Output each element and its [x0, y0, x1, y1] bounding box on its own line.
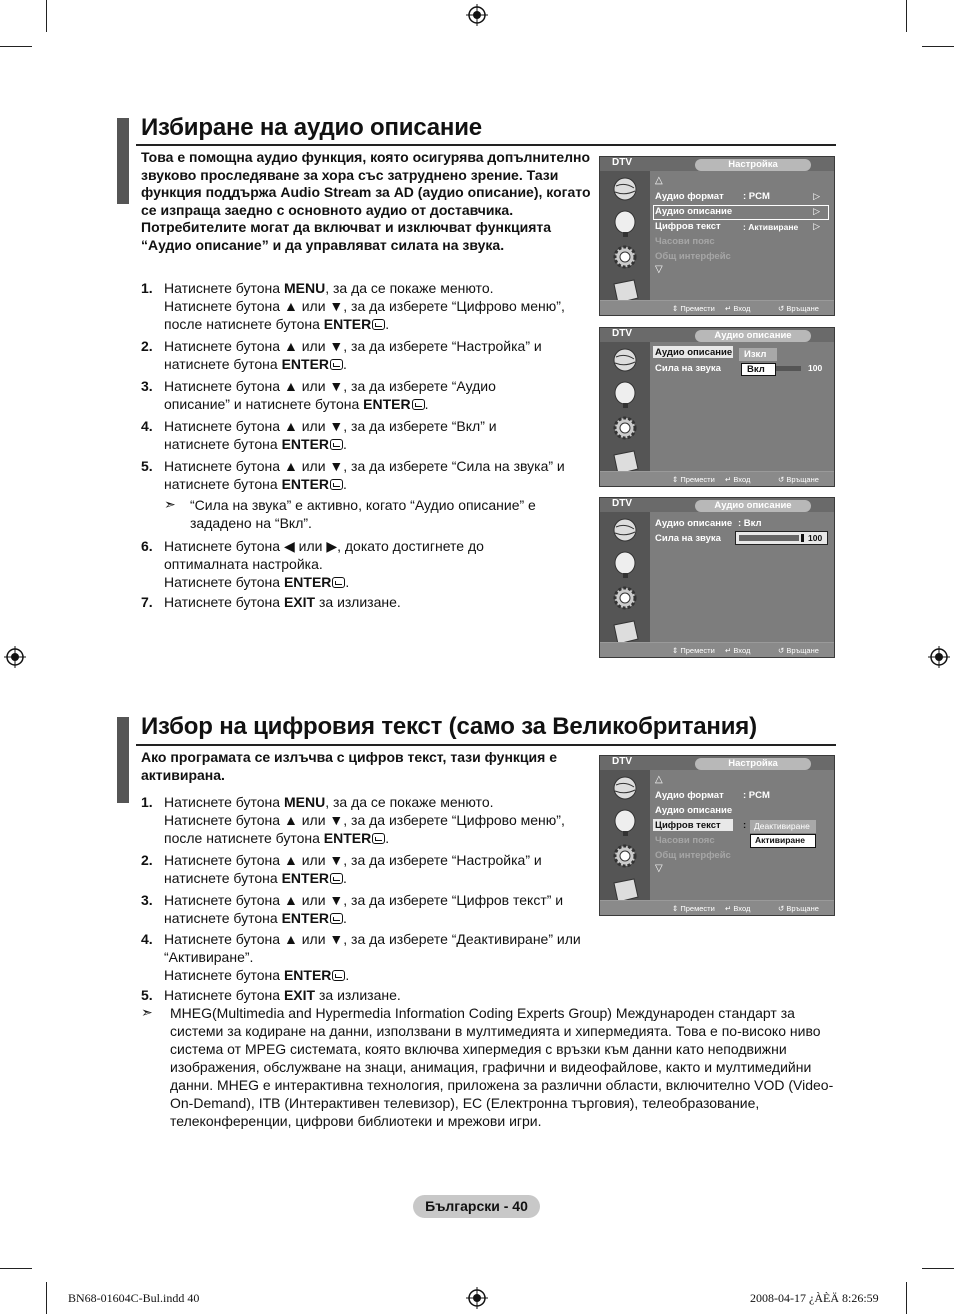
- enter-icon: [330, 359, 343, 370]
- osd-audio-description-menu: [599, 327, 835, 487]
- osd-sidebar: [600, 171, 650, 301]
- section-rule: [136, 744, 836, 746]
- step-number: 5.: [141, 458, 153, 474]
- option-on[interactable]: Вкл: [741, 363, 776, 376]
- gear-icon: [604, 242, 646, 272]
- step-number: 1.: [141, 280, 153, 296]
- menu-item-time-zone[interactable]: Часови пояс: [655, 835, 715, 846]
- menu-value: : Активиране: [743, 222, 799, 232]
- menu-item-audio-description[interactable]: Аудио описание: [655, 518, 733, 529]
- volume-slider[interactable]: [735, 531, 828, 545]
- menu-value: : Вкл: [738, 518, 762, 529]
- menu-item-volume[interactable]: Сила на звука: [655, 533, 721, 544]
- option-activate[interactable]: Активиране: [750, 834, 816, 848]
- crop-mark: [906, 1282, 907, 1314]
- dtv-label: DTV: [612, 756, 632, 767]
- gear-icon: [604, 583, 646, 613]
- section-intro: Ако програмата се излъчва с цифров текст, тази функция е активирана.: [141, 749, 557, 783]
- volume-value: 100: [808, 533, 823, 543]
- print-slug-left: BN68-01604C-Bul.indd 40: [68, 1291, 200, 1305]
- osd-sidebar: [600, 512, 650, 643]
- menu-item-audio-description[interactable]: Аудио описание: [655, 206, 733, 217]
- globe-icon: [604, 174, 646, 204]
- osd-footer: ⇕ Премести ↵ Вход ↺ Връщане: [600, 471, 834, 486]
- step-number: 3.: [141, 892, 153, 908]
- step-number: 2.: [141, 852, 153, 868]
- menu-value: : PCM: [743, 790, 770, 801]
- scroll-up-icon: △: [655, 175, 663, 186]
- menu-value: : PCM: [743, 191, 770, 202]
- globe-icon: [604, 515, 646, 545]
- enter-icon: [412, 399, 425, 410]
- sound-icon: [604, 208, 646, 238]
- registration-mark-icon: [928, 646, 950, 668]
- crop-mark: [46, 1282, 47, 1314]
- note-arrow-icon: ➣: [141, 1004, 153, 1020]
- step-number: 4.: [141, 931, 153, 947]
- menu-item-audio-description[interactable]: Аудио описание: [655, 347, 733, 358]
- crop-mark: [0, 46, 32, 47]
- osd-setup-menu: [599, 156, 835, 316]
- volume-value: 100: [808, 363, 823, 373]
- crop-mark: [922, 1268, 954, 1269]
- osd-title: Аудио описание: [695, 500, 811, 512]
- crop-mark: [0, 1268, 32, 1269]
- osd-digital-text-menu: [599, 755, 835, 916]
- enter-icon: [332, 577, 345, 588]
- section-title: Избор на цифровия текст (само за Великобритания): [141, 713, 757, 740]
- osd-sidebar: [600, 342, 650, 472]
- step-number: 4.: [141, 418, 153, 434]
- enter-icon: [372, 319, 385, 330]
- step-number: 1.: [141, 794, 153, 810]
- enter-icon: [372, 833, 385, 844]
- menu-item-time-zone[interactable]: Часови пояс: [655, 236, 715, 247]
- sound-icon: [604, 549, 646, 579]
- step-number: 5.: [141, 987, 153, 1003]
- enter-icon: [330, 913, 343, 924]
- crop-mark: [922, 46, 954, 47]
- submenu-arrow-icon: ▷: [813, 206, 820, 216]
- step-number: 2.: [141, 338, 153, 354]
- section-bar: [117, 717, 129, 803]
- globe-icon: [604, 773, 646, 803]
- option-deactivate[interactable]: Деактивиране: [750, 820, 816, 833]
- menu-item-common-interface[interactable]: Общ интерфейс: [655, 850, 731, 861]
- dtv-label: DTV: [612, 157, 632, 168]
- menu-item-audio-description[interactable]: Аудио описание: [655, 805, 733, 816]
- menu-item-volume[interactable]: Сила на звука: [655, 363, 721, 374]
- globe-icon: [604, 345, 646, 375]
- enter-icon: [332, 970, 345, 981]
- note: ➣ MHEG(Multimedia and Hypermedia Information Coding Experts Group) Международен стандарт за системи за кодиране на данни, използвани в мултимедията и хипермедията. Това е по-високо ниво система от MPEG системата, която включва хипермедия с връзки към данни като неподвижни изображения, обслужване на знаци, анимация, графични и видеофайлове, както и мултимедийни данни. MHEG е интерактивна технология, приложена за различни области, включително VOD (Video-On-Demand), ITB (Интерактивен телевизор), ЕС (Електронна търговия), телеобразование, телеконференции, цифрови библиотеки и мрежови игри.: [141, 1004, 834, 1129]
- menu-item-digital-text[interactable]: Цифров текст: [655, 820, 721, 831]
- submenu-arrow-icon: ▷: [813, 221, 820, 231]
- crop-mark: [46, 0, 47, 32]
- osd-footer: ⇕ Премести ↵ Вход ↺ Връщане: [600, 300, 834, 315]
- osd-title: Аудио описание: [695, 330, 811, 342]
- crop-mark: [906, 0, 907, 32]
- section-rule: [136, 144, 836, 146]
- osd-title: Настройка: [695, 159, 811, 171]
- osd-footer: ⇕ Премести ↵ Вход ↺ Връщане: [600, 642, 834, 657]
- sound-icon: [604, 379, 646, 409]
- menu-item-audio-format[interactable]: Аудио формат: [655, 790, 724, 801]
- osd-footer: ⇕ Премести ↵ Вход ↺ Връщане: [600, 900, 834, 915]
- option-off[interactable]: Изкл: [739, 348, 777, 361]
- dtv-label: DTV: [612, 328, 632, 339]
- enter-icon: [330, 439, 343, 450]
- menu-value: :: [743, 820, 747, 831]
- section-bar: [117, 118, 129, 204]
- scroll-down-icon: ▽: [655, 863, 663, 874]
- dtv-label: DTV: [612, 498, 632, 509]
- section-title: Избиране на аудио описание: [141, 114, 482, 141]
- enter-icon: [330, 873, 343, 884]
- registration-mark-icon: [466, 4, 488, 26]
- enter-icon: [330, 479, 343, 490]
- menu-item-digital-text[interactable]: Цифров текст: [655, 221, 721, 232]
- sound-icon: [604, 807, 646, 837]
- registration-mark-icon: [4, 646, 26, 668]
- section-intro: Това е помощна аудио функция, която осигурява допълнително звуково проследяване за хора със затруднено зрение. Тази функция поддържа Audio Stream за AD (аудио описание), когато се изпраща заедно с основното аудио от доставчика. Потребителите могат да включват и изключват функцията “Аудио описание” и да управляват силата на звука.: [141, 149, 591, 253]
- page-number: Български - 40: [413, 1195, 540, 1218]
- gear-icon: [604, 413, 646, 443]
- registration-mark-icon: [466, 1287, 488, 1309]
- submenu-arrow-icon: ▷: [813, 191, 820, 201]
- scroll-up-icon: △: [655, 774, 663, 785]
- step-number: 3.: [141, 378, 153, 394]
- step-number: 6.: [141, 538, 153, 554]
- note: ➣ “Сила на звука” е активно, когато “Аудио описание” е зададено на “Вкл”.: [164, 496, 536, 531]
- osd-volume-menu: [599, 497, 835, 658]
- osd-title: Настройка: [695, 758, 811, 770]
- step-number: 7.: [141, 594, 153, 610]
- scroll-down-icon: ▽: [655, 264, 663, 275]
- print-slug-right: 2008-04-17 ¿ÀÈÄ 8:26:59: [750, 1291, 879, 1305]
- osd-sidebar: [600, 770, 650, 901]
- menu-item-common-interface[interactable]: Общ интерфейс: [655, 251, 731, 262]
- menu-item-audio-format[interactable]: Аудио формат: [655, 191, 724, 202]
- gear-icon: [604, 841, 646, 871]
- note-arrow-icon: ➣: [164, 496, 176, 512]
